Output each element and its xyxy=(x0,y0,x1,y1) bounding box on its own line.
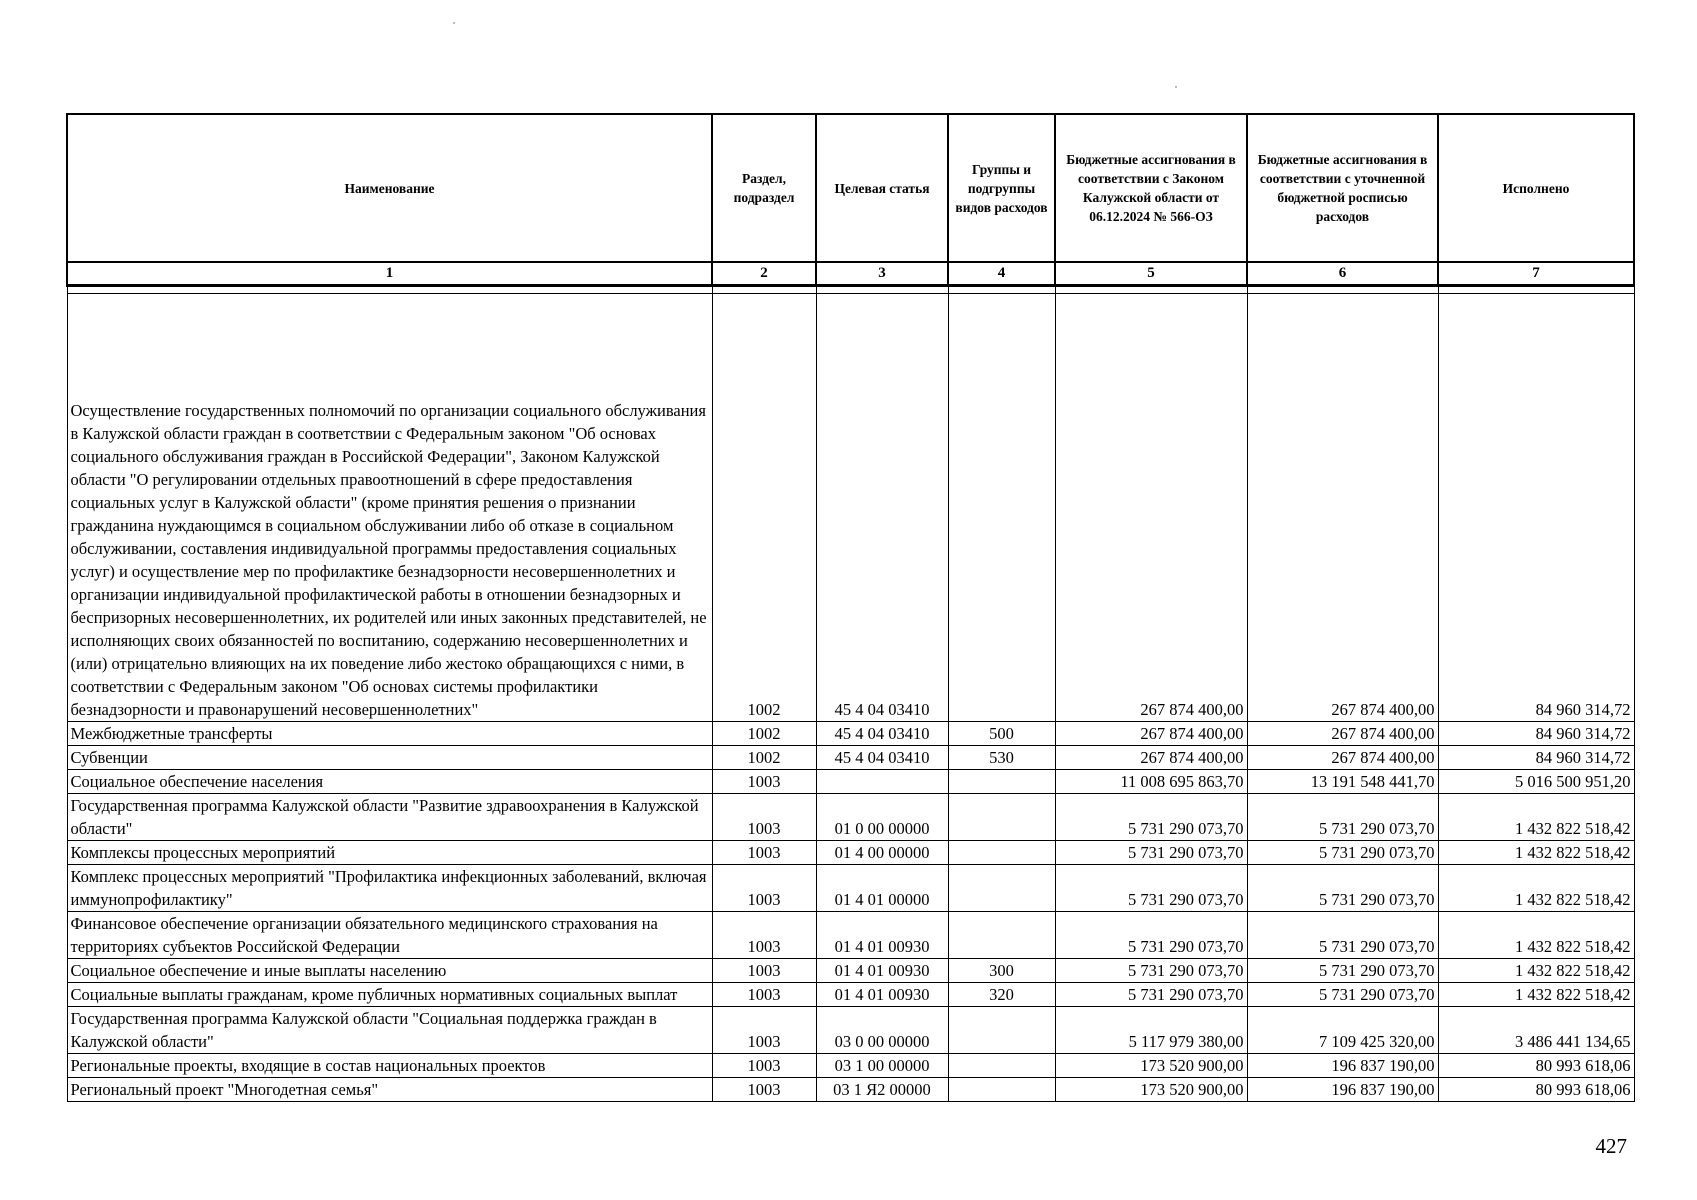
row-target-article: 01 4 01 00000 xyxy=(816,865,948,912)
row-section: 1002 xyxy=(712,294,816,722)
row-name: Государственная программа Калужской области "Развитие здравоохранения в Калужской области" xyxy=(67,794,712,841)
row-revised-amount: 5 731 290 073,70 xyxy=(1247,794,1438,841)
row-law-amount: 173 520 900,00 xyxy=(1055,1078,1247,1102)
row-executed-amount: 84 960 314,72 xyxy=(1438,746,1634,770)
row-name: Осуществление государственных полномочий по организации социального обслуживания в Калужской области граждан в соответствии с Федеральным законом "Об основах социального обслуживания граждан в Российской Федерации", Законом Калужской области "О регулировании отдельных правоотношений в сфере предоставления социальных услуг в Калужской области" (кроме принятия решения о признании гражданина нуждающимся в социальном обслуживании либо об отказе в социальном обслуживании, составления индивидуальной программы предоставления социальных услуг) и осуществление мер по профилактике безнадзорности несовершеннолетних и организации индивидуальной профилактической работы в отношении безнадзорных и беспризорных несовершеннолетних, их родителей или иных законных представителей, не исполняющих своих обязанностей по воспитанию, содержанию несовершеннолетних и (или) отрицательно влияющих на их поведение либо жестоко обращающихся с ними, в соответствии с Федеральным законом "Об основах системы профилактики безнадзорности и правонарушений несовершеннолетних" xyxy=(67,294,712,722)
row-section: 1003 xyxy=(712,770,816,794)
row-expense-group xyxy=(948,770,1055,794)
row-revised-amount: 5 731 290 073,70 xyxy=(1247,983,1438,1007)
budget-table xyxy=(66,113,1635,1102)
row-revised-amount: 267 874 400,00 xyxy=(1247,294,1438,722)
row-target-article: 01 4 00 00000 xyxy=(816,841,948,865)
row-name: Комплексы процессных мероприятий xyxy=(67,841,712,865)
row-law-amount: 173 520 900,00 xyxy=(1055,1054,1247,1078)
row-revised-amount: 5 731 290 073,70 xyxy=(1247,865,1438,912)
table-row xyxy=(67,770,1634,794)
row-name: Региональный проект "Многодетная семья" xyxy=(67,1078,712,1102)
row-law-amount: 5 731 290 073,70 xyxy=(1055,912,1247,959)
table-row xyxy=(67,1054,1634,1078)
row-expense-group xyxy=(948,294,1055,722)
row-section: 1003 xyxy=(712,841,816,865)
column-number: 7 xyxy=(1438,262,1634,286)
table-row xyxy=(67,912,1634,959)
table-row xyxy=(67,722,1634,746)
row-target-article: 01 4 01 00930 xyxy=(816,912,948,959)
column-number: 5 xyxy=(1055,262,1247,286)
column-number: 2 xyxy=(712,262,816,286)
row-expense-group xyxy=(948,1054,1055,1078)
row-name: Социальное обеспечение и иные выплаты населению xyxy=(67,959,712,983)
row-target-article: 01 4 01 00930 xyxy=(816,983,948,1007)
spacer-cell xyxy=(712,286,816,294)
row-target-article: 45 4 04 03410 xyxy=(816,722,948,746)
column-numbers-row xyxy=(67,262,1634,286)
row-expense-group xyxy=(948,1078,1055,1102)
row-executed-amount: 1 432 822 518,42 xyxy=(1438,865,1634,912)
table-row xyxy=(67,983,1634,1007)
row-revised-amount: 5 731 290 073,70 xyxy=(1247,959,1438,983)
row-name: Комплекс процессных мероприятий "Профилактика инфекционных заболеваний, включая иммунопрофилактику" xyxy=(67,865,712,912)
row-target-article: 01 4 01 00930 xyxy=(816,959,948,983)
spacer-cell xyxy=(1438,286,1634,294)
row-name: Социальные выплаты гражданам, кроме публичных нормативных социальных выплат xyxy=(67,983,712,1007)
row-executed-amount: 3 486 441 134,65 xyxy=(1438,1007,1634,1054)
row-executed-amount: 84 960 314,72 xyxy=(1438,722,1634,746)
row-executed-amount: 1 432 822 518,42 xyxy=(1438,912,1634,959)
row-name: Региональные проекты, входящие в состав национальных проектов xyxy=(67,1054,712,1078)
header-executed: Исполнено xyxy=(1438,114,1634,262)
row-target-article: 45 4 04 03410 xyxy=(816,746,948,770)
row-revised-amount: 267 874 400,00 xyxy=(1247,722,1438,746)
row-executed-amount: 1 432 822 518,42 xyxy=(1438,959,1634,983)
row-executed-amount: 1 432 822 518,42 xyxy=(1438,841,1634,865)
row-target-article: 01 0 00 00000 xyxy=(816,794,948,841)
row-expense-group: 320 xyxy=(948,983,1055,1007)
row-revised-amount: 196 837 190,00 xyxy=(1247,1078,1438,1102)
header-law-allocations: Бюджетные ассигнования в соответствии с Законом Калужской области от 06.12.2024 № 566-ОЗ xyxy=(1055,114,1247,262)
row-target-article: 03 1 00 00000 xyxy=(816,1054,948,1078)
row-section: 1003 xyxy=(712,1007,816,1054)
row-section: 1003 xyxy=(712,865,816,912)
row-revised-amount: 5 731 290 073,70 xyxy=(1247,912,1438,959)
row-section: 1002 xyxy=(712,746,816,770)
column-number: 4 xyxy=(948,262,1055,286)
spacer-cell xyxy=(67,286,712,294)
row-law-amount: 5 731 290 073,70 xyxy=(1055,841,1247,865)
spacer-cell xyxy=(1247,286,1438,294)
spacer-cell xyxy=(948,286,1055,294)
row-expense-group: 500 xyxy=(948,722,1055,746)
row-revised-amount: 13 191 548 441,70 xyxy=(1247,770,1438,794)
header-name: Наименование xyxy=(67,114,712,262)
row-revised-amount: 196 837 190,00 xyxy=(1247,1054,1438,1078)
row-name: Социальное обеспечение населения xyxy=(67,770,712,794)
row-law-amount: 5 731 290 073,70 xyxy=(1055,959,1247,983)
table-row xyxy=(67,294,1634,722)
row-executed-amount: 5 016 500 951,20 xyxy=(1438,770,1634,794)
row-law-amount: 267 874 400,00 xyxy=(1055,722,1247,746)
row-name: Субвенции xyxy=(67,746,712,770)
row-law-amount: 267 874 400,00 xyxy=(1055,746,1247,770)
row-expense-group xyxy=(948,841,1055,865)
table-row xyxy=(67,1007,1634,1054)
scan-dot xyxy=(1175,86,1177,88)
row-law-amount: 11 008 695 863,70 xyxy=(1055,770,1247,794)
row-law-amount: 5 117 979 380,00 xyxy=(1055,1007,1247,1054)
row-section: 1003 xyxy=(712,794,816,841)
table-header-row xyxy=(67,114,1634,262)
row-section: 1002 xyxy=(712,722,816,746)
row-target-article: 45 4 04 03410 xyxy=(816,294,948,722)
column-number: 3 xyxy=(816,262,948,286)
row-law-amount: 267 874 400,00 xyxy=(1055,294,1247,722)
row-expense-group xyxy=(948,794,1055,841)
spacer-row xyxy=(67,286,1634,294)
row-section: 1003 xyxy=(712,1078,816,1102)
scan-dot xyxy=(453,22,455,24)
row-target-article: 03 0 00 00000 xyxy=(816,1007,948,1054)
row-name: Межбюджетные трансферты xyxy=(67,722,712,746)
row-expense-group: 300 xyxy=(948,959,1055,983)
table-row xyxy=(67,794,1634,841)
row-expense-group: 530 xyxy=(948,746,1055,770)
column-number: 1 xyxy=(67,262,712,286)
table-row xyxy=(67,865,1634,912)
row-name: Государственная программа Калужской области "Социальная поддержка граждан в Калужской области" xyxy=(67,1007,712,1054)
budget-table-sheet xyxy=(66,113,1633,1102)
header-section: Раздел, подраздел xyxy=(712,114,816,262)
row-section: 1003 xyxy=(712,1054,816,1078)
row-expense-group xyxy=(948,1007,1055,1054)
row-law-amount: 5 731 290 073,70 xyxy=(1055,865,1247,912)
row-law-amount: 5 731 290 073,70 xyxy=(1055,794,1247,841)
row-executed-amount: 80 993 618,06 xyxy=(1438,1054,1634,1078)
table-row xyxy=(67,959,1634,983)
table-row xyxy=(67,746,1634,770)
row-expense-group xyxy=(948,865,1055,912)
table-row xyxy=(67,1078,1634,1102)
header-revised-allocations: Бюджетные ассигнования в соответствии с уточненной бюджетной росписью расходов xyxy=(1247,114,1438,262)
spacer-cell xyxy=(816,286,948,294)
row-expense-group xyxy=(948,912,1055,959)
row-executed-amount: 80 993 618,06 xyxy=(1438,1078,1634,1102)
row-revised-amount: 267 874 400,00 xyxy=(1247,746,1438,770)
table-row xyxy=(67,841,1634,865)
page-number: 427 xyxy=(1595,1134,1627,1158)
row-executed-amount: 84 960 314,72 xyxy=(1438,294,1634,722)
row-revised-amount: 5 731 290 073,70 xyxy=(1247,841,1438,865)
header-target-article: Целевая статья xyxy=(816,114,948,262)
row-target-article: 03 1 Я2 00000 xyxy=(816,1078,948,1102)
row-section: 1003 xyxy=(712,959,816,983)
row-executed-amount: 1 432 822 518,42 xyxy=(1438,794,1634,841)
column-number: 6 xyxy=(1247,262,1438,286)
row-law-amount: 5 731 290 073,70 xyxy=(1055,983,1247,1007)
row-executed-amount: 1 432 822 518,42 xyxy=(1438,983,1634,1007)
spacer-cell xyxy=(1055,286,1247,294)
row-revised-amount: 7 109 425 320,00 xyxy=(1247,1007,1438,1054)
row-section: 1003 xyxy=(712,912,816,959)
row-section: 1003 xyxy=(712,983,816,1007)
header-expense-group: Группы и подгруппы видов расходов xyxy=(948,114,1055,262)
row-target-article xyxy=(816,770,948,794)
row-name: Финансовое обеспечение организации обязательного медицинского страхования на территориях субъектов Российской Федерации xyxy=(67,912,712,959)
